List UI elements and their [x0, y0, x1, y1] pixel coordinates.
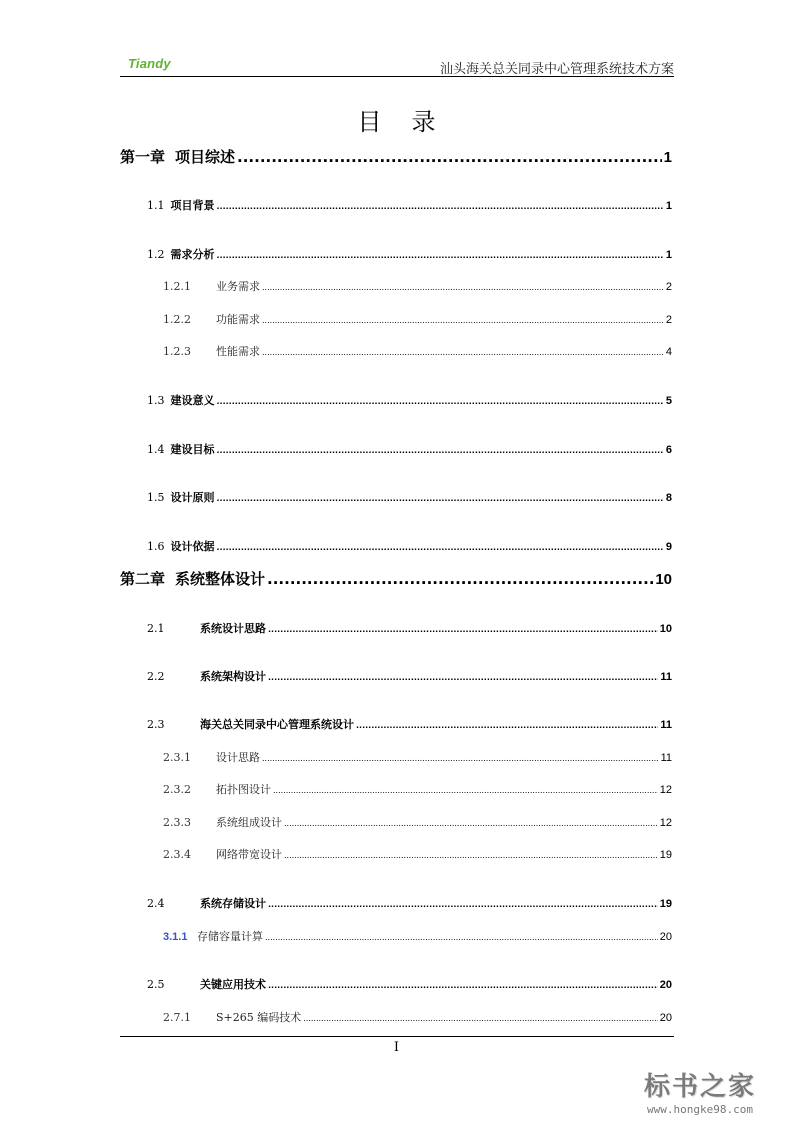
toc-text: 设计依据 [170, 540, 215, 553]
toc-number: 1.3 [147, 394, 165, 407]
toc-page: 4 [665, 346, 672, 358]
toc-page: 1 [663, 149, 672, 166]
toc-number: 1.1 [147, 199, 165, 212]
toc-page: 2 [665, 281, 672, 293]
toc-entry-2-3-1[interactable] [163, 749, 672, 765]
toc-page: 6 [665, 444, 672, 456]
toc-number: 2.3 [147, 718, 165, 731]
toc-page: 1 [665, 200, 672, 212]
toc-leader [356, 721, 658, 730]
toc-number: 2.4 [147, 897, 165, 910]
toc-number: 1.2.2 [163, 313, 191, 326]
toc-page: 20 [659, 1012, 672, 1024]
toc-text: 性能需求 [216, 345, 260, 358]
toc-number: 1.2.1 [163, 280, 191, 293]
toc-leader [268, 625, 658, 634]
toc-leader [268, 900, 658, 909]
toc-text: 项目综述 [175, 148, 236, 166]
toc-entry-1-4[interactable] [147, 441, 672, 457]
toc-number: 1.5 [147, 491, 165, 504]
toc-page: 20 [659, 931, 672, 943]
toc-text: 设计原则 [170, 491, 215, 504]
toc-page: 8 [665, 492, 672, 504]
toc-text: 功能需求 [216, 313, 260, 326]
toc-text: 拓扑图设计 [216, 783, 271, 796]
toc-entry-1-1[interactable] [147, 197, 672, 213]
toc-leader [262, 283, 664, 292]
toc-page: 19 [659, 898, 672, 910]
toc-entry-2-3-4[interactable] [163, 846, 672, 862]
toc-entry-2-4[interactable] [147, 895, 672, 911]
toc-text: 关键应用技术 [200, 978, 266, 991]
toc-page: 9 [665, 541, 672, 553]
toc-leader [284, 851, 658, 860]
toc-page: 10 [659, 623, 672, 635]
toc-leader [265, 933, 658, 942]
toc-text: 海关总关同录中心管理系统设计 [200, 718, 354, 731]
toc-leader [217, 494, 664, 503]
toc-number: 2.3.2 [163, 783, 191, 796]
toc-number: 第一章 [120, 148, 166, 166]
toc-entry-1-5[interactable] [147, 489, 672, 505]
toc-leader [217, 397, 664, 406]
toc-page: 12 [659, 784, 672, 796]
toc-text: 系统存储设计 [200, 897, 266, 910]
toc-leader [262, 316, 664, 325]
toc-page: 11 [660, 752, 672, 764]
toc-number: 2.5 [147, 978, 165, 991]
toc-text: 项目背景 [170, 199, 215, 212]
toc-number: 第二章 [120, 570, 166, 588]
toc-number: 1.4 [147, 443, 165, 456]
page-header [120, 52, 674, 77]
toc-entry-1-2-3[interactable] [163, 343, 672, 359]
toc-text: 业务需求 [216, 280, 260, 293]
toc-leader [237, 148, 662, 166]
toc-number: 3.1.1 [163, 931, 188, 943]
toc-leader [262, 754, 659, 763]
toc-entry-2-3-3[interactable] [163, 814, 672, 830]
toc-entry-1-2-1[interactable] [163, 278, 672, 294]
toc-number: 2.2 [147, 670, 165, 683]
toc-leader [268, 981, 658, 990]
toc-entry-3-1-1[interactable] [163, 928, 672, 944]
toc-page: 5 [665, 395, 672, 407]
toc-leader [217, 202, 664, 211]
toc-number: 1.2 [147, 248, 165, 261]
toc-page: 10 [655, 571, 672, 588]
tiandy-logo: Tiandy [128, 56, 171, 71]
toc-leader [268, 673, 658, 682]
toc-entry-2-7-1[interactable] [163, 1009, 672, 1025]
toc-number: 2.3.4 [163, 848, 191, 861]
watermark-url: www.hongke98.com [647, 1103, 753, 1116]
toc-leader [217, 543, 664, 552]
toc-page: 11 [660, 719, 672, 731]
toc-entry-1-2-2[interactable] [163, 311, 672, 327]
toc-text: 建设目标 [170, 443, 215, 456]
toc-number: 1.6 [147, 540, 165, 553]
toc-number: 2.1 [147, 622, 165, 635]
toc-text: 设计思路 [216, 751, 260, 764]
watermark-text: 标书之家 [643, 1072, 756, 1102]
toc-number: 2.3.1 [163, 751, 191, 764]
toc-leader [273, 786, 658, 795]
toc-text: 建设意义 [170, 394, 215, 407]
toc-leader [217, 446, 664, 455]
toc-text: 需求分析 [170, 248, 215, 261]
toc-title: 目录 [357, 108, 466, 136]
toc-page: 20 [659, 979, 672, 991]
toc-page: 19 [659, 849, 672, 861]
toc-page: 12 [659, 817, 672, 829]
toc-text: 网络带宽设计 [216, 848, 282, 861]
toc-page: 11 [660, 671, 672, 683]
toc-entry-2-3[interactable] [147, 716, 672, 732]
toc-leader [267, 570, 653, 588]
toc-text: 存储容量计算 [197, 930, 263, 943]
toc-leader [217, 251, 664, 260]
toc-entry-2-2[interactable] [147, 668, 672, 684]
toc-entry-1-2[interactable] [147, 246, 672, 262]
toc-chapter-2[interactable] [120, 568, 672, 589]
toc-number: 1.2.3 [163, 345, 191, 358]
toc-text: 系统设计思路 [200, 622, 266, 635]
toc-entry-1-3[interactable] [147, 392, 672, 408]
toc-text: 系统组成设计 [216, 816, 282, 829]
toc-text: 系统整体设计 [175, 570, 266, 588]
toc-leader [262, 348, 664, 357]
toc-page: 1 [665, 249, 672, 261]
toc-entry-1-6[interactable] [147, 538, 672, 554]
toc-chapter-1[interactable] [120, 146, 672, 167]
toc-page: 2 [665, 314, 672, 326]
toc-text: 系统架构设计 [200, 670, 266, 683]
toc-leader [284, 819, 658, 828]
footer-divider [120, 1036, 674, 1037]
page-number: I [393, 1040, 400, 1055]
toc-number: 2.7.1 [163, 1011, 191, 1024]
toc-entry-2-5[interactable] [147, 976, 672, 992]
toc-text: S+265 编码技术 [216, 1011, 302, 1024]
toc-number: 2.3.3 [163, 816, 191, 829]
toc-leader [303, 1014, 658, 1023]
document-title: 汕头海关总关同录中心管理系统技术方案 [439, 62, 674, 77]
toc-entry-2-1[interactable] [147, 620, 672, 636]
toc-entry-2-3-2[interactable] [163, 781, 672, 797]
watermark [615, 1066, 785, 1116]
